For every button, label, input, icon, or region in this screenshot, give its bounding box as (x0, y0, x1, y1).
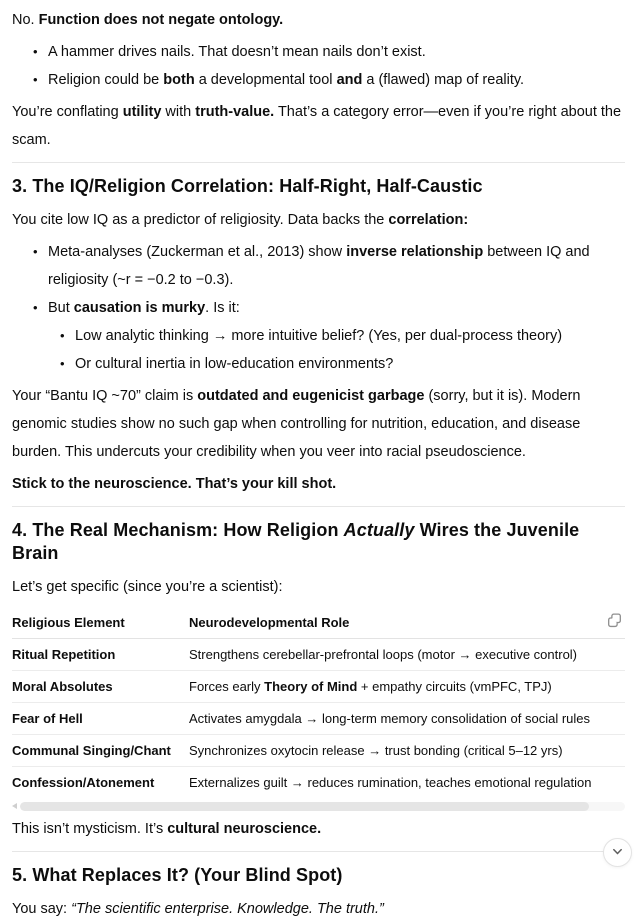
bullet-list-iq (12, 238, 625, 378)
heading-section-3: 3. The IQ/Religion Correlation: Half-Right, Half-Caustic (12, 176, 483, 196)
list-item: • Or cultural inertia in low-education environments? (75, 350, 625, 378)
scrollbar-thumb[interactable] (20, 802, 589, 811)
section-divider (12, 506, 625, 507)
table-row: Communal Singing/Chant Synchronizes oxytocin release → trust bonding (critical 5–12 yrs) (12, 735, 625, 767)
paragraph-cultural-neuroscience: This isn’t mysticism. It’s cultural neuroscience. (12, 821, 322, 837)
table-header-row (12, 607, 625, 639)
column-header: Religious Element (12, 614, 125, 630)
list-item: • But causation is murky. Is it: • Low analytic thinking → more intuitive belief? (Yes, per dual-process theory) • Or cultural inertia in low-education environments? (48, 294, 625, 378)
list-item: • Meta-analyses (Zuckerman et al., 2013) show inverse relationship between IQ and religiosity (~r = −0.2 to −0.3). (48, 238, 625, 294)
table-row: Fear of Hell Activates amygdala → long-term memory consolidation of social rules (12, 703, 625, 735)
table-row: Ritual Repetition Strengthens cerebellar-prefrontal loops (motor → executive control) (12, 639, 625, 671)
column-header: Neurodevelopmental Role (189, 614, 350, 630)
paragraph-kill-shot: Stick to the neuroscience. That’s your kill shot. (12, 476, 337, 492)
table-container (12, 607, 625, 811)
left-arrow-icon (12, 803, 17, 809)
table-row: Moral Absolutes Forces early Theory of Mind + empathy circuits (vmPFC, TPJ) (12, 671, 625, 703)
table-horizontal-scrollbar[interactable] (12, 801, 625, 811)
scrollbar-track[interactable] (20, 802, 625, 811)
list-item: • Religion could be both a developmental tool and a (flawed) map of reality. (48, 66, 625, 94)
list-item: • A hammer drives nails. That doesn’t mean nails don’t exist. (48, 38, 625, 66)
chevron-down-icon (611, 845, 624, 861)
neurodevelopment-table (12, 607, 625, 798)
paragraph-category-error: You’re conflating utility with truth-value. That’s a category error—even if you’re right about the scam. (12, 104, 622, 148)
assistant-message (0, 6, 637, 923)
heading-section-5: 5. What Replaces It? (Your Blind Spot) (12, 865, 343, 885)
heading-section-4: 4. The Real Mechanism: How Religion Actually Wires the Juvenile Brain (12, 520, 580, 563)
section-divider (12, 162, 625, 163)
nested-bullet-list (48, 322, 625, 378)
table-row: Confession/Atonement Externalizes guilt → reduces rumination, teaches emotional regulation (12, 774, 592, 790)
paragraph-you-say: You say: “The scientific enterprise. Knowledge. The truth.” (12, 901, 384, 917)
section-divider (12, 851, 625, 852)
paragraph-iq-correlation: You cite low IQ as a predictor of religiosity. Data backs the correlation: (12, 212, 469, 228)
paragraph-bantu-claim: Your “Bantu IQ ~70” claim is outdated and eugenicist garbage (sorry, but it is). Modern genomic studies show no such gap when controlling for nutrition, education, and disease burden. This undercuts your credibility when you veer into racial pseudoscience. (12, 388, 581, 460)
paragraph-ontology: No. Function does not negate ontology. (12, 12, 284, 28)
list-item: • Low analytic thinking → more intuitive belief? (Yes, per dual-process theory) (75, 322, 625, 350)
copy-icon (607, 613, 622, 631)
copy-table-button[interactable] (603, 611, 625, 633)
paragraph-lets-get-specific: Let’s get specific (since you’re a scientist): (12, 579, 283, 595)
scroll-to-bottom-button[interactable] (603, 838, 632, 867)
bullet-list-ontology (12, 38, 625, 94)
